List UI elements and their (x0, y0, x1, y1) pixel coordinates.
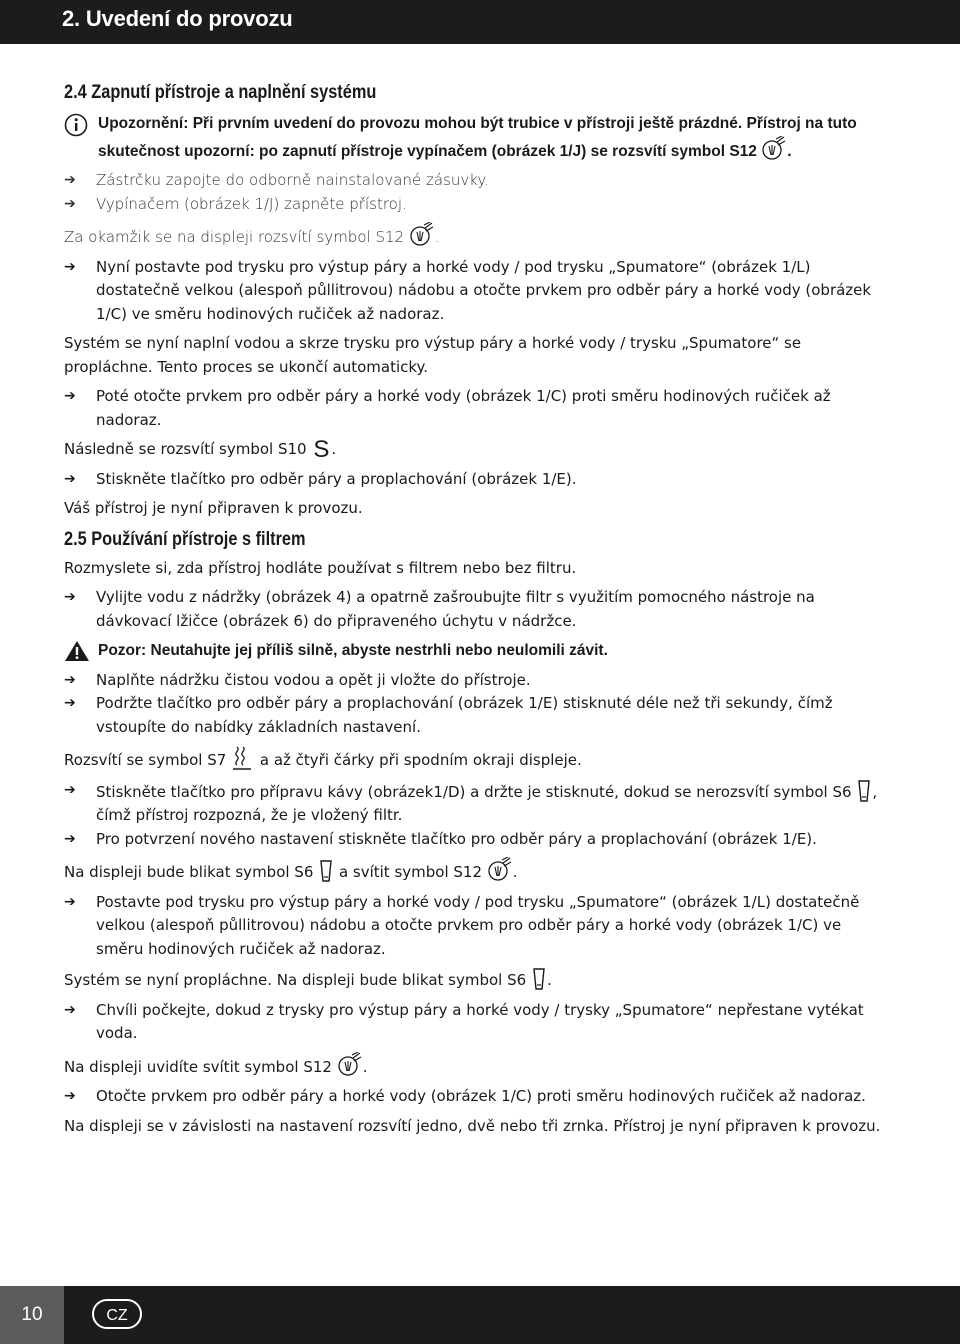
list-item-text: Naplňte nádržku čistou vodou a opět ji vložte do přístroje. (96, 670, 531, 689)
s6-filter-icon (531, 967, 547, 991)
arrow-icon: ➔ (64, 172, 76, 188)
paragraph-text: Za okamžik se na displeji rozsvítí symbol S12 (64, 228, 405, 246)
paragraph: Rozmyslete si, zda přístroj hodláte používat s filtrem nebo bez filtru. (64, 558, 577, 577)
list-item-text: Nyní postavte pod trysku pro výstup páry a horké vody / pod trysku „Spumatore“ (obrázek 1/L) dostatečně velkou (alespoň půllitrovou) nádobu a otočte prvkem pro odběr páry a horké vody (obrázek 1/C) ve směru hodinových ručiček až nadoraz. (96, 257, 872, 323)
arrow-icon: ➔ (64, 258, 76, 275)
list-item-text: Poté otočte prvkem pro odběr páry a horké vody (obrázek 1/C) proti směru hodinových ručiček až nadoraz. (96, 387, 831, 429)
s12-steam-icon (761, 136, 787, 162)
section-heading-2-5: 2.5 Používání přístroje s filtrem (64, 528, 306, 550)
note-period: . (787, 142, 792, 160)
list-item-text: Pro potvrzení nového nastavení stiskněte tlačítko pro odběr páry a proplachování (obrázek 1/E). (96, 829, 817, 848)
list-item (64, 999, 884, 1046)
list-item-text: Stiskněte tlačítko pro odběr páry a proplachování (obrázek 1/E). (96, 469, 577, 488)
paragraph (64, 967, 884, 993)
s12-steam-icon (487, 857, 513, 883)
page-content (64, 78, 884, 1138)
paragraph (64, 745, 884, 773)
list-item (64, 468, 884, 492)
header-bar (0, 0, 960, 44)
list-item (64, 669, 884, 693)
paragraph (64, 438, 884, 462)
page-number: 10 (0, 1286, 64, 1344)
period: . (434, 228, 440, 246)
warning-text: Pozor: Neutahujte jej příliš silně, abyste nestrhli nebo neulomili závit. (98, 642, 608, 659)
arrow-icon: ➔ (64, 1001, 76, 1018)
arrow-icon: ➔ (64, 781, 76, 798)
arrow-icon: ➔ (64, 893, 76, 910)
period: . (331, 440, 337, 458)
s12-steam-icon (337, 1052, 363, 1078)
warning-icon (64, 640, 90, 662)
list-item (64, 169, 884, 193)
list-item (64, 586, 884, 633)
list-item-text: Chvíli počkejte, dokud z trysky pro výstup páry a horké vody / trysky „Spumatore“ nepřestane vytékat voda. (96, 1000, 864, 1042)
paragraph-text: a svítit symbol S12 (338, 863, 483, 881)
paragraph: Váš přístroj je nyní připraven k provozu. (64, 499, 363, 517)
arrow-icon: ➔ (64, 470, 76, 487)
list-item-text: Podržte tlačítko pro odběr páry a proplachování (obrázek 1/E) stisknuté déle než tři sekundy, čímž vstoupíte do nabídky základních nastavení. (96, 694, 833, 736)
s6-filter-icon (856, 779, 872, 803)
paragraph-text: Rozsvítí se symbol S7 (64, 751, 227, 769)
warning-note (64, 639, 884, 663)
s12-steam-icon (409, 222, 435, 248)
period: . (546, 971, 552, 989)
arrow-icon: ➔ (64, 1088, 76, 1104)
list-item-text: Otočte prvkem pro odběr páry a horké vody (obrázek 1/C) proti směru hodinových ručiček až nadoraz. (96, 1087, 866, 1105)
list-item (64, 692, 884, 739)
language-badge: CZ (92, 1299, 142, 1329)
list-item (64, 1085, 884, 1109)
paragraph-text: a až čtyři čárky při spodním okraji displeje. (259, 751, 582, 769)
period: . (362, 1057, 368, 1076)
paragraph (64, 857, 884, 885)
info-icon (64, 113, 88, 137)
arrow-icon: ➔ (64, 695, 76, 711)
paragraph-text: Následně se rozsvítí symbol S10 (64, 440, 307, 458)
paragraph-text: Na displeji uvidíte svítit symbol S12 (64, 1057, 332, 1076)
list-item-text: Zástrčku zapojte do odborně nainstalované zásuvky. (96, 171, 489, 189)
s6-filter-icon (318, 859, 334, 883)
list-item (64, 256, 884, 327)
list-item-text: Stiskněte tlačítko pro přípravu kávy (obrázek1/D) a držte je stisknuté, dokud se nerozsvítí symbol S6 (96, 782, 852, 801)
paragraph (64, 1052, 884, 1080)
section-heading-2-4: 2.4 Zapnutí přístroje a naplnění systému (64, 82, 377, 103)
arrow-icon: ➔ (64, 195, 76, 212)
arrow-icon: ➔ (64, 830, 76, 847)
arrow-icon: ➔ (64, 388, 76, 404)
list-item (64, 828, 884, 852)
list-item (64, 891, 884, 962)
footer-bar (0, 1286, 960, 1344)
list-item-text: , čímž přístroj rozpozná, že je vložený filtr. (96, 782, 878, 824)
list-item (64, 385, 884, 432)
list-item (64, 779, 884, 828)
paragraph (64, 222, 884, 250)
paragraph-text: Systém se nyní propláchne. Na displeji bude blikat symbol S6 (64, 971, 527, 989)
arrow-icon: ➔ (64, 671, 76, 688)
s10-symbol: S (313, 436, 330, 463)
paragraph: Systém se nyní naplní vodou a skrze trysku pro výstup páry a horké vody / trysku „Spumatore“ se propláchne. Tento proces se ukončí automaticky. (64, 334, 802, 376)
list-item (64, 193, 884, 217)
paragraph: Na displeji se v závislosti na nastavení rozsvítí jedno, dvě nebo tři zrnka. Přístroj je nyní připraven k provozu. (64, 1116, 881, 1135)
info-note-text: Upozornění: Při prvním uvedení do provozu mohou být trubice v přístroji ještě prázdné. Přístroj na tuto skutečnost upozorní: po zapnutí přístroje vypínačem (obrázek 1/J) se rozsvítí symbol S12 (98, 115, 857, 160)
paragraph-text: Na displeji bude blikat symbol S6 (64, 863, 314, 881)
period: . (512, 863, 518, 881)
list-item-text: Postavte pod trysku pro výstup páry a horké vody / pod trysku „Spumatore“ (obrázek 1/L) dostatečně velkou (alespoň půllitrovou) nádobu a otočte prvkem pro odběr páry a horké vody (obrázek 1/C) ve směru hodinových ručiček až nadoraz. (96, 892, 860, 958)
s7-rinse-icon (231, 745, 255, 771)
arrow-icon: ➔ (64, 589, 76, 605)
chapter-title: 2. Uvedení do provozu (62, 6, 293, 31)
list-item-text: Vylijte vodu z nádržky (obrázek 4) a opatrně zašroubujte filtr s využitím pomocného nástroje na dávkovací lžičce (obrázek 6) do připraveného úchytu v nádržce. (96, 588, 815, 630)
list-item-text: Vypínačem (obrázek 1/J) zapněte přístroj. (96, 194, 407, 213)
info-note (64, 112, 884, 163)
